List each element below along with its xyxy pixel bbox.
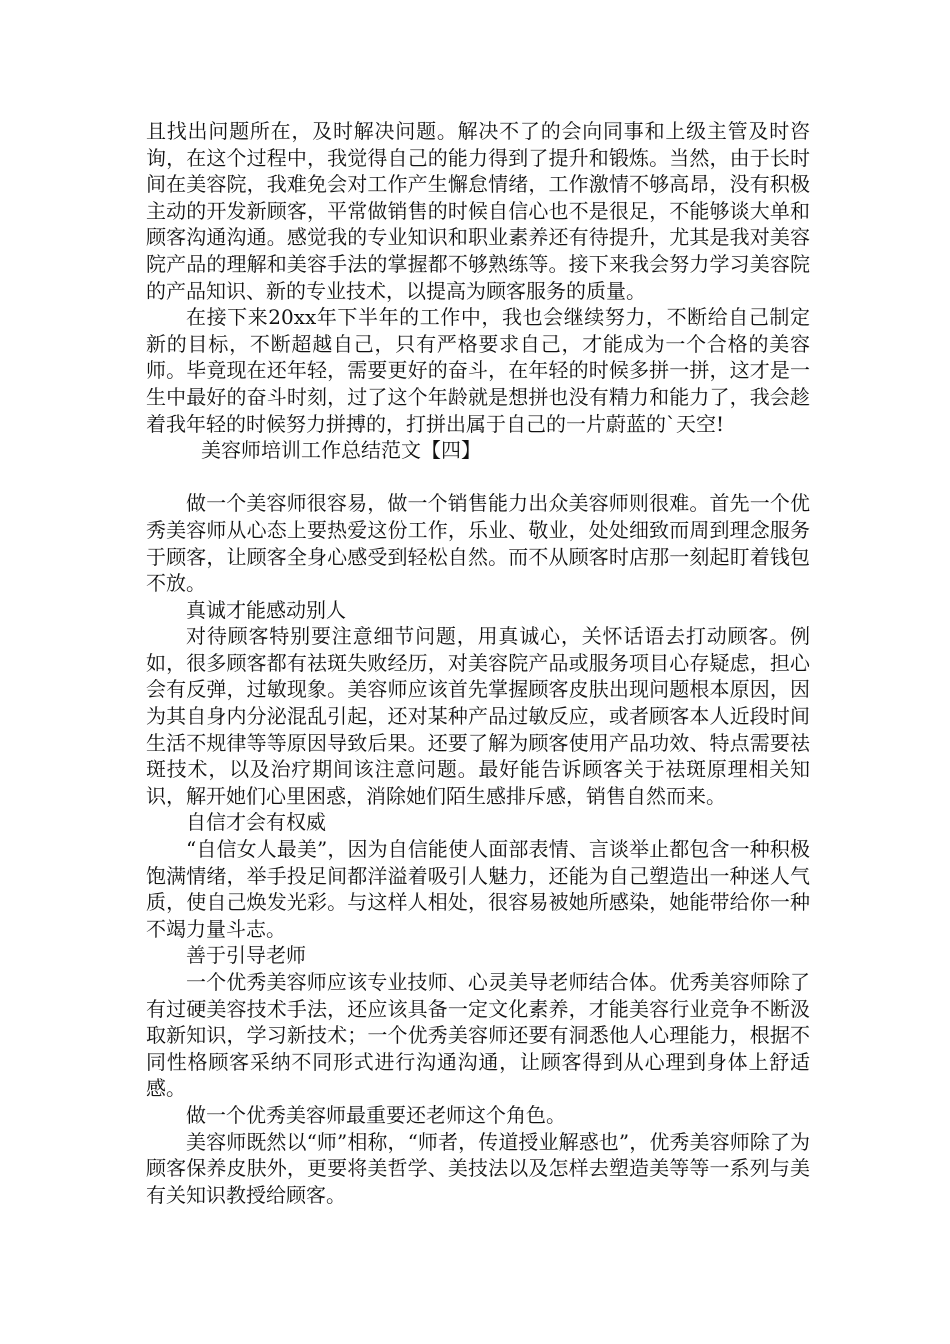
subheading-guide-teacher: 善于引导老师 xyxy=(186,943,306,968)
blank-line xyxy=(146,464,810,491)
document-body xyxy=(146,118,810,1208)
paragraph-next-half-year: 在接下来20xx年下半年的工作中，我也会继续努力，不断给自己制定新的目标，不断超越自己，只有严格要求自己，才能成为一个合格的美容师。毕竟现在还年轻，需要更好的奋斗，在年轻的时候多拼一拼，这才是一生中最好的奋斗时刻，过了这个年龄就是想拼也没有精力和能力了，我会趁着我年轻的时候努力拼搏的，打拼出属于自己的一片蔚蓝的`天空! xyxy=(146,305,810,436)
paragraph-sincerity: 对待顾客特别要注意细节问题，用真诚心，关怀话语去打动顾客。例如，很多顾客都有祛斑失败经历，对美容院产品或服务项目心存疑虑，担心会有反弹，过敏现象。美容师应该首先掌握顾客皮肤出现问题根本原因，因为其自身内分泌混乱引起，还对某种产品过敏反应，或者顾客本人近段时间生活不规律等等原因导致后果。还要了解为顾客使用产品功效、特点需要祛斑技术，以及治疗期间该注意问题。最好能告诉顾客关于祛斑原理相关知识，解开她们心里困惑，消除她们陌生感排斥感，销售自然而来。 xyxy=(146,624,810,808)
paragraph-continuation: 且找出问题所在，及时解决问题。解决不了的会向同事和上级主管及时咨询，在这个过程中，我觉得自己的能力得到了提升和锻炼。当然，由于长时间在美容院，我难免会对工作产生懈怠情绪，工作激情不够高昂，没有积极主动的开发新顾客，平常做销售的时候自信心也不是很足，不能够谈大单和顾客沟通沟通。感觉我的专业知识和职业素养还有待提升，尤其是我对美容院产品的理解和美容手法的掌握都不够熟练等。接下来我会努力学习美容院的产品知识、新的专业技术，以提高为顾客服务的质量。 xyxy=(146,119,810,303)
paragraph-guide-teacher: 一个优秀美容师应该专业技师、心灵美导老师结合体。优秀美容师除了有过硬美容技术手法，还应该具备一定文化素养，才能美容行业竞争不断汲取新知识，学习新技术；一个优秀美容师还要有洞悉他人心理能力，根据不同性格顾客采纳不同形式进行沟通沟通，让顾客得到从心理到身体上舒适感。 xyxy=(146,970,810,1101)
paragraph-intro: 做一个美容师很容易，做一个销售能力出众美容师则很难。首先一个优秀美容师从心态上要热爱这份工作，乐业、敬业，处处细致而周到理念服务于顾客，让顾客全身心感受到轻松自然。而不从顾客时店那一刻起盯着钱包不放。 xyxy=(146,491,810,596)
paragraph-teaching-beauty: 美容师既然以“师”相称，“师者，传道授业解惑也”，优秀美容师除了为顾客保养皮肤外，更要将美哲学、美技法以及怎样去塑造美等等一系列与美有关知识教授给顾客。 xyxy=(146,1129,810,1207)
subheading-sincerity: 真诚才能感动别人 xyxy=(186,597,346,622)
subheading-confidence: 自信才会有权威 xyxy=(186,810,326,835)
section-title: 美容师培训工作总结范文【四】 xyxy=(201,438,481,463)
paragraph-teacher-role: 做一个优秀美容师最重要还老师这个角色。 xyxy=(186,1102,566,1127)
paragraph-confidence: “自信女人最美”，因为自信能使人面部表情、言谈举止都包含一种积极饱满情绪，举手投足间都洋溢着吸引人魅力，还能为自己塑造出一种迷人气质，使自己焕发光彩。与这样人相处，很容易被她所感染，她能带给你一种不竭力量斗志。 xyxy=(146,837,810,941)
